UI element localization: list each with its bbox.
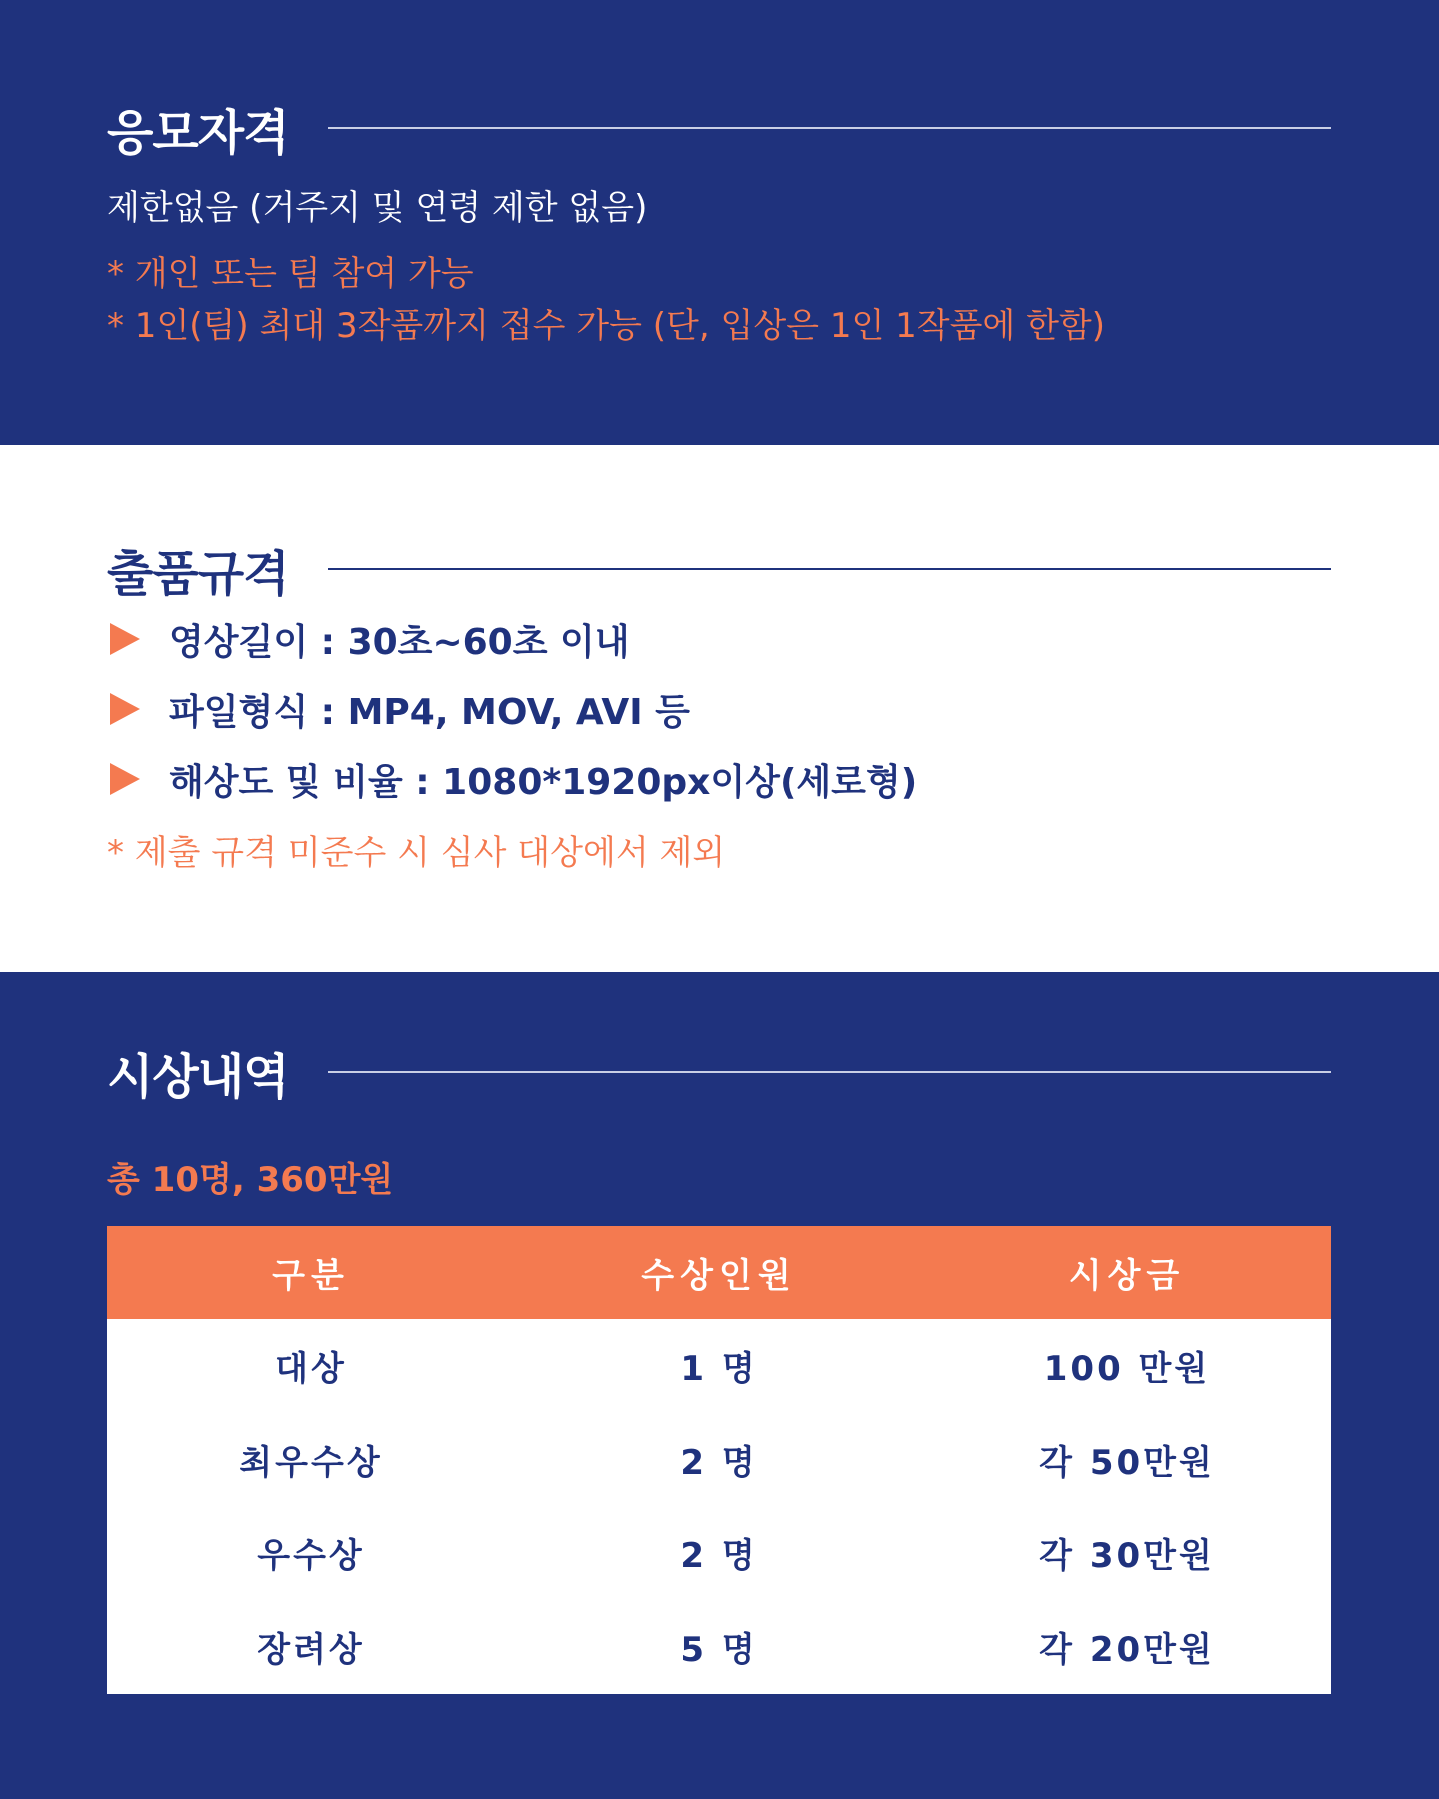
triangle-bullet-icon <box>110 693 140 725</box>
prize-heading: 시상내역 <box>107 1048 289 1105</box>
award-name: 대상 <box>275 1349 347 1390</box>
spec-heading: 출품규격 <box>107 545 289 602</box>
award-name: 최우수상 <box>239 1442 383 1483</box>
table-row <box>107 1413 1331 1507</box>
prize-heading-row <box>107 1042 1331 1105</box>
spec-item-text: 영상길이 : 30초~60초 이내 <box>169 621 630 663</box>
column-header: 시상금 <box>923 1226 1331 1319</box>
column-header: 수상인원 <box>515 1226 923 1319</box>
column-header: 구분 <box>107 1226 515 1319</box>
spec-item <box>110 757 917 801</box>
heading-divider <box>328 568 1331 570</box>
spec-heading-row <box>107 539 1331 602</box>
table-row <box>107 1506 1331 1600</box>
spec-item <box>110 687 690 731</box>
table-header-row <box>107 1226 1331 1319</box>
spec-section <box>0 445 1439 972</box>
award-amount: 각 20만원 <box>1039 1630 1215 1670</box>
spec-item-text: 해상도 및 비율 : 1080*1920px이상(세로형) <box>169 761 918 803</box>
eligibility-note: * 개인 또는 팀 참여 가능 <box>107 254 474 294</box>
award-name: 우수상 <box>257 1536 365 1577</box>
table-row <box>107 1319 1331 1413</box>
prize-table <box>107 1226 1331 1694</box>
heading-divider <box>328 127 1331 129</box>
eligibility-heading-row <box>107 98 1331 161</box>
award-name: 장려상 <box>257 1630 365 1670</box>
triangle-bullet-icon <box>110 623 140 655</box>
eligibility-section <box>0 0 1439 445</box>
prize-total: 총 10명, 360만원 <box>107 1160 394 1200</box>
award-count: 2 명 <box>680 1536 758 1577</box>
award-count: 1 명 <box>680 1349 758 1390</box>
triangle-bullet-icon <box>110 763 140 795</box>
award-amount: 각 50만원 <box>1039 1442 1215 1483</box>
spec-item <box>110 617 630 661</box>
award-amount: 100 만원 <box>1043 1349 1211 1390</box>
prize-section <box>0 972 1439 1799</box>
spec-item-text: 파일형식 : MP4, MOV, AVI 등 <box>169 691 690 733</box>
eligibility-main-text: 제한없음 (거주지 및 연령 제한 없음) <box>107 188 648 228</box>
award-count: 5 명 <box>680 1630 758 1670</box>
eligibility-heading: 응모자격 <box>107 104 289 161</box>
heading-divider <box>328 1071 1331 1073</box>
table-row <box>107 1600 1331 1694</box>
award-count: 2 명 <box>680 1442 758 1483</box>
eligibility-note: * 1인(팀) 최대 3작품까지 접수 가능 (단, 입상은 1인 1작품에 한함) <box>107 306 1106 346</box>
spec-note: * 제출 규격 미준수 시 심사 대상에서 제외 <box>107 833 726 873</box>
award-amount: 각 30만원 <box>1039 1536 1215 1577</box>
